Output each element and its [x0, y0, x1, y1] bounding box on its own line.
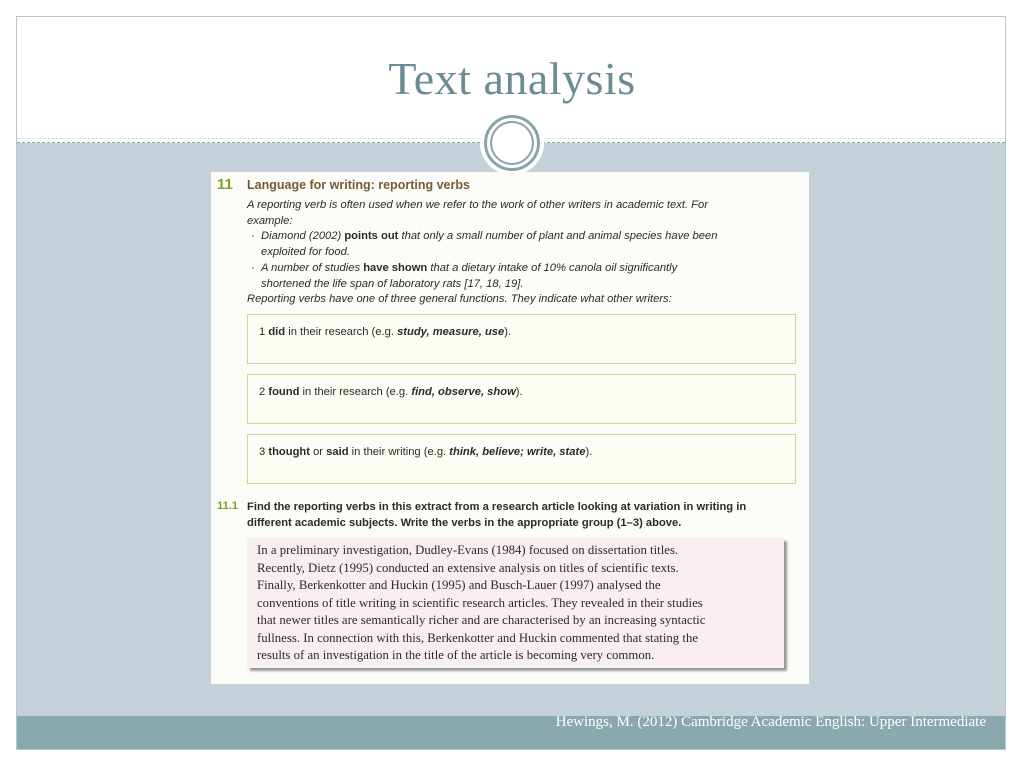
bullet-text: A number of studies: [261, 262, 364, 274]
example-bullet: [251, 261, 791, 292]
function-end: ).: [515, 386, 523, 398]
bullet-dot: ·: [251, 230, 255, 242]
intro-line: example:: [247, 214, 293, 227]
function-examples: study, measure, use: [397, 326, 505, 338]
textbook-page-image: [211, 172, 809, 684]
function-box: [247, 434, 796, 484]
research-extract: [247, 538, 784, 668]
extract-line: conventions of title writing in scientific research articles. They revealed in their studies: [257, 595, 703, 610]
function-text: [259, 386, 523, 398]
bullet-dot: ·: [251, 262, 255, 274]
extract-line: that newer titles are semantically richer and are characterised by an increasing syntactic: [257, 613, 706, 627]
intro-line: A reporting verb is often used when we refer to the work of other writers in academic text. For: [247, 199, 708, 211]
function-connector: or: [309, 446, 327, 458]
function-description: in their research (e.g.: [285, 326, 398, 338]
reporting-verb: have shown: [363, 262, 428, 274]
function-box: [247, 314, 796, 364]
slide-title: Text analysis: [388, 53, 636, 104]
bullet-continuation: exploited for food.: [261, 245, 350, 258]
extract-line: Finally, Berkenkotter and Huckin (1995) and Busch-Lauer (1997) analysed the: [257, 578, 661, 592]
exercise-line: Find the reporting verbs in this extract from a research article looking at variation in writing in: [247, 501, 747, 513]
exercise-instructions: [247, 500, 797, 531]
function-text: [259, 326, 511, 338]
slide-footer-citation: Hewings, M. (2012) Cambridge Academic English: Upper Intermediate: [555, 714, 986, 730]
function-verb: found: [268, 386, 300, 398]
exercise-line: different academic subjects. Write the verbs in the appropriate group (1–3) above.: [247, 516, 682, 529]
section-title: Language for writing: reporting verbs: [247, 178, 470, 192]
extract-paragraph: [257, 542, 777, 665]
function-end: ).: [504, 326, 512, 338]
function-box: [247, 374, 796, 424]
extract-line: results of an investigation in the title of the article is becoming very common.: [257, 648, 655, 662]
function-number: 3: [259, 446, 266, 458]
section-number: 11: [217, 176, 233, 193]
bullet-text: that only a small number of plant and animal species have been: [398, 230, 718, 242]
function-verb: said: [326, 446, 349, 458]
function-examples: find, observe, show: [411, 386, 516, 398]
function-end: ).: [585, 446, 593, 458]
reporting-verb: points out: [344, 230, 399, 242]
function-verb: thought: [268, 446, 310, 458]
function-number: 1: [259, 326, 266, 338]
function-text: [259, 446, 592, 458]
functions-summary: Reporting verbs have one of three general functions. They indicate what other writers:: [247, 293, 672, 305]
divider-ornament-inner-circle-icon: [490, 121, 534, 165]
function-description: in their writing (e.g.: [348, 446, 450, 458]
bullet-text: Diamond (2002): [261, 230, 345, 242]
function-number: 2: [259, 386, 266, 398]
extract-line: fullness. In connection with this, Berkenkotter and Huckin commented that stating the: [257, 630, 699, 645]
function-verb: did: [268, 326, 286, 338]
extract-line: In a preliminary investigation, Dudley-Evans (1984) focused on dissertation titles.: [257, 543, 679, 557]
bullet-text: that a dietary intake of 10% canola oil significantly: [427, 262, 678, 274]
exercise-number: 11.1: [217, 500, 239, 512]
function-examples: think, believe; write, state: [449, 446, 586, 458]
extract-line: Recently, Dietz (1995) conducted an extensive analysis on titles of scientific texts.: [257, 560, 679, 575]
function-description: in their research (e.g.: [299, 386, 412, 398]
example-bullet: [251, 229, 791, 260]
bullet-continuation: shortened the life span of laboratory rats [17, 18, 19].: [261, 277, 524, 290]
intro-paragraph: [247, 198, 787, 229]
